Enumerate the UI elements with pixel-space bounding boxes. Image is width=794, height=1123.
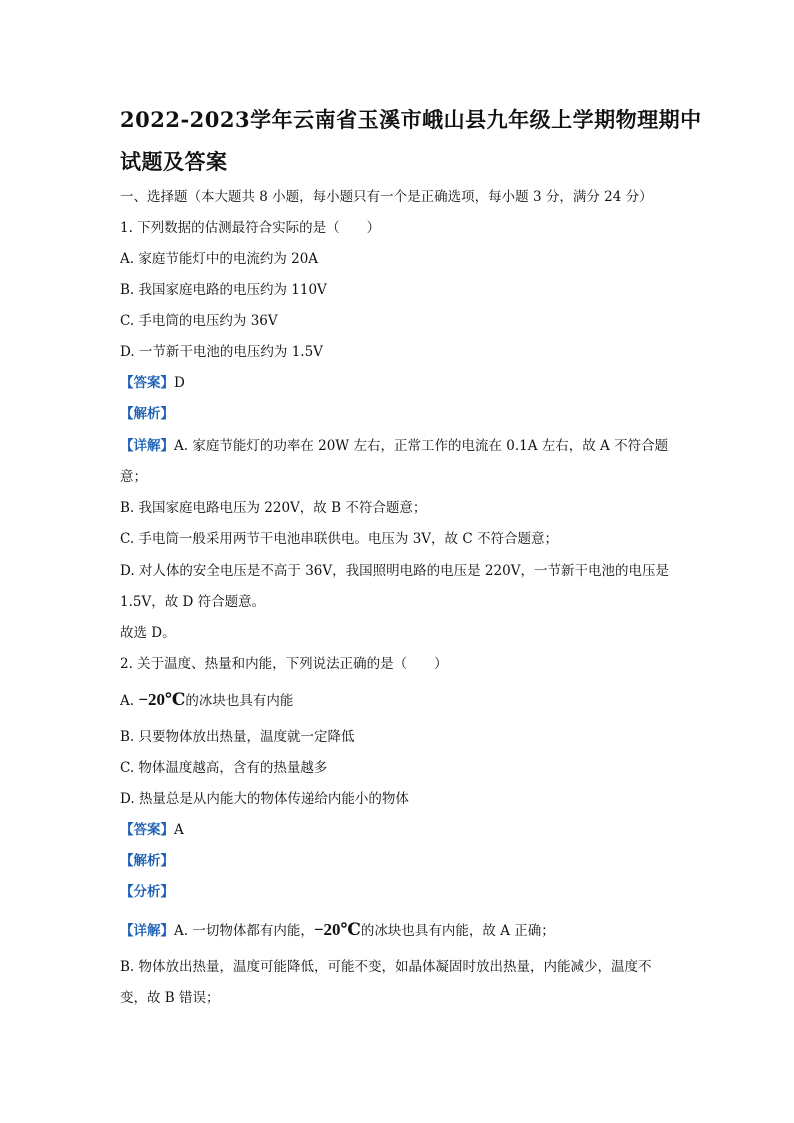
detail-text-suffix: 的冰块也具有内能，故 A 正确； (360, 923, 555, 939)
question-1-option-d: D. 一节新干电池的电压约为 1.5V (120, 344, 323, 360)
question-1-detail-line-4: C. 手电筒一般采用两节干电池串联供电。电压为 3V，故 C 不符合题意； (120, 531, 558, 547)
question-2-answer (120, 820, 680, 840)
answer-tag: 【答案】 (120, 822, 174, 838)
question-2-option-d: D. 热量总是从内能大的物体传递给内能小的物体 (120, 791, 409, 807)
question-2-analysis-tag (120, 851, 680, 871)
question-2-option-a (120, 690, 680, 711)
temperature-formula: −20℃ (313, 920, 361, 939)
option-a-label: A. (120, 693, 135, 709)
answer-tag: 【答案】 (120, 375, 174, 391)
question-1-detail-line-5: D. 对人体的安全电压是不高于 36V，我国照明电路的电压是 220V，一节新干电池的电压是 (120, 563, 669, 579)
question-1-stem: 1. 下列数据的估测最符合实际的是（ ） (120, 220, 381, 236)
question-1-detail-line-6: 1.5V，故 D 符合题意。 (120, 594, 266, 610)
answer-value: A (174, 822, 184, 838)
detail-tag: 【详解】 (120, 438, 174, 454)
section-heading: 一、选择题（本大题共 8 小题，每小题只有一个是正确选项，每小题 3 分，满分 24 分） (120, 189, 653, 205)
option-a-text: 的冰块也具有内能 (185, 693, 294, 709)
detail-text: A. 一切物体都有内能， (174, 923, 314, 939)
question-2-fenxi-tag (120, 882, 680, 902)
temperature-formula: −20℃ (138, 690, 186, 709)
analysis-tag: 【解析】 (120, 406, 174, 422)
question-1-analysis-tag (120, 404, 680, 424)
question-1-option-a: A. 家庭节能灯中的电流约为 20A (120, 251, 319, 267)
question-1-option-c: C. 手电筒的电压约为 36V (120, 313, 278, 329)
document-title-line-2: 试题及答案 (120, 149, 228, 174)
detail-tag: 【详解】 (120, 923, 174, 939)
analysis-tag: 【解析】 (120, 853, 174, 869)
question-2-detail-line-3: 变，故 B 错误； (120, 990, 220, 1006)
detail-text: A. 家庭节能灯的功率在 20W 左右，正常工作的电流在 0.1A 左右，故 A 不符合题 (174, 438, 669, 454)
question-2-stem: 2. 关于温度、热量和内能，下列说法正确的是（ ） (120, 656, 448, 672)
question-2-option-c: C. 物体温度越高，含有的热量越多 (120, 760, 328, 776)
question-2-detail-line-2: B. 物体放出热量，温度可能降低，可能不变，如晶体凝固时放出热量，内能减少，温度不 (120, 959, 652, 975)
question-2-detail-line-1 (120, 920, 680, 941)
document-title-line-1: 2022-2023学年云南省玉溪市峨山县九年级上学期物理期中 (120, 107, 702, 132)
question-1-detail-line-2: 意； (120, 469, 147, 485)
question-1-detail-line-1 (120, 436, 680, 456)
question-1-option-b: B. 我国家庭电路的电压约为 110V (120, 282, 327, 298)
question-1-conclusion: 故选 D。 (120, 625, 176, 641)
answer-value: D (174, 375, 185, 391)
question-2-option-b: B. 只要物体放出热量，温度就一定降低 (120, 729, 355, 745)
question-1-detail-line-3: B. 我国家庭电路电压为 220V，故 B 不符合题意； (120, 500, 427, 516)
fenxi-tag: 【分析】 (120, 884, 174, 900)
question-1-answer (120, 373, 680, 393)
